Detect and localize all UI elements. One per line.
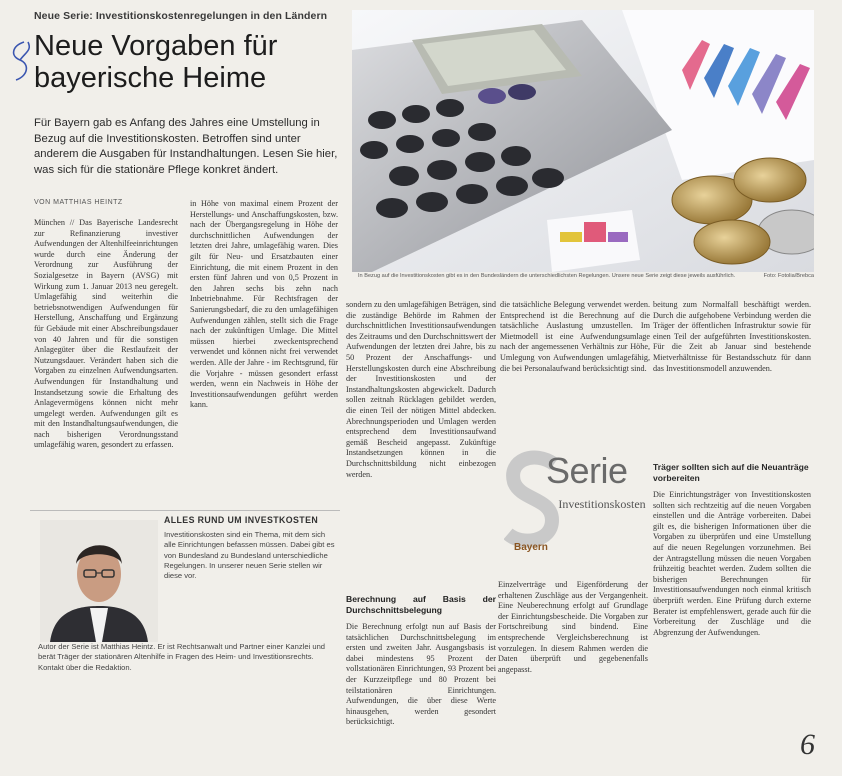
article-column-4: die tatsächliche Belegung verwendet werden. Entsprechend ist die Berechnung auf die tatsächliche Auslastung umzustellen. Im Mietmodell ist eine Aufwendungsumlage nach der angemessenen Verhältnis zur Höhe, Umlegung von Aufwendungen umlagefähig, die bei Personalaufwand berücksichtigt sind.	[500, 300, 650, 373]
article-subsection	[346, 594, 496, 764]
series-region-tag: Bayern	[514, 542, 548, 553]
lead-paragraph: Für Bayern gab es Anfang des Jahres eine Umstellung in Bezug auf die Investitionskosten. Betroffen sind unter anderem die Ausgaben für Instandhaltungen. Lesen Sie hier, was sich für die stationäre Pflege konkret ändert.	[34, 117, 338, 176]
subheading-durchschnittsbelegung: Berechnung auf Basis der Durchschnittsbelegung	[346, 594, 496, 615]
article-column-6: Einzelverträge und Eigenförderung der erhaltenen Zuschläge aus der Vergangenheit. Eine Neuberechnung erfolgt auf Grundlage der Einrichtungsbescheide. Die Vorgaben zur Fortschreibung sind bindend. Eine entsprechende Vergleichsberechnung ist vorzulegen. In diesem Rahmen werden die Daten überprüft und gegebenenfalls angepasst.	[498, 580, 648, 674]
photo-illustration	[352, 10, 814, 272]
headline-line-2: bayerische Heime	[34, 62, 267, 94]
portrait-illustration	[40, 520, 158, 642]
article-column-3: sondern zu den umlagefähigen Beträgen, sind die zuständige Behörde im Rahmen der durchschnittlichen Investitionsaufwendungen des Zeitraums und den Durchschnittswert der Aufwendungen der letzten drei Jahre, bis zu 50 Prozent der Anschaffungs- und Herstellungskosten durch eine Abschreibung der Investitionskosten und der Instandhaltungskosten abgewickelt. Dadurch sollen zeitnah Rücklagen gebildet werden, die einen Teil der nötigen Mittel abdecken. Abrechnungsperioden und Umlagen werden entsprechend dem Investitionsaufwand gemäß Bescheid angepasst. Zukünftige Instandsetzungen können in die Durchschnittsbildung nicht einbezogen werden.	[346, 300, 496, 479]
headline-line-1: Neue Vorgaben für	[34, 30, 278, 62]
info-box-author-text: Autor der Serie ist Matthias Heintz. Er ist Rechtsanwalt und Partner einer Kanzlei und berät Träger der stationären Altenhilfe in Fragen des Heim- und Investitionsrechts. Kontakt über die Redaktion.	[38, 642, 326, 672]
kicker: Neue Serie: Investitionskostenregelungen in den Ländern	[34, 10, 328, 22]
series-logo	[504, 450, 650, 570]
author-portrait	[40, 520, 158, 642]
subsection-text: Die Berechnung erfolgt nun auf Basis der tatsächlichen Durchschnittsbelegung im ersten und zweiten Jahr. Ausgangsbasis ist dabei mindestens 95 Prozent der vollstationären Einrichtungen, 93 Prozent bei der Kurzzeitpflege und 80 Prozent bei teilstationären Einrichtungen. Aufwendungen, die über diese Werte hinausgehen, werden gesondert berücksichtigt.	[346, 622, 496, 727]
article-column-1: München // Das Bayerische Landesrecht zur Refinanzierung investiver Aufwendungen der Altenhilfeeinrichtungen wurde durch eine Änderung der Verordnung zur Ausführung der Sozialgesetze in Bayern (AVSG) mit Wirkung zum 1. Januar 2013 neu geregelt. Umlagefähig sind weiterhin die betriebsnotwendigen Aufwendungen für Herstellung, Anschaffung und Ergänzung für Gebäude mit einer Abschreibungsdauer von 40 Jahren und für die sonstigen Anlagegüter über die Restlaufzeit der Nutzungsdauer. Verändert haben sich die Vorgaben zu einzelnen Aufwendungsarten. Aufwendungen für Instandhaltung und Instandsetzung sowie die Erhaltung des Anlagevermögens können nicht mehr umgelegt werden. Aufwendungen gilt es mit den Instandhaltungsaufwendungen, die nach bisherigen Verordnungsstand umlagefähig waren, gesondert zu erfassen.	[34, 218, 178, 450]
info-box-text: Investitionskosten sind ein Thema, mit dem sich alle Einrichtungen befassen müssen. Dabei gibt es von Bundesland zu Bundesland unterschiedliche Regelungen. In unserer neuen Serie stellen wir diese vor.	[164, 530, 335, 581]
info-box-title: ALLES RUND UM INVESTKOSTEN	[164, 515, 319, 525]
headline	[34, 30, 344, 94]
byline: VON MATTHIAS HEINTZ	[34, 199, 123, 206]
calculator-photo	[352, 10, 814, 272]
series-subtitle: Investitionskosten	[558, 497, 646, 511]
handwritten-mark	[6, 38, 34, 84]
photo-caption	[358, 273, 814, 281]
subheading-neuantraege: Träger sollten sich auf die Neuanträge vorbereiten	[653, 462, 809, 483]
photo-credit: Foto: Fotolia/Brebca	[763, 273, 814, 279]
page-number: 6	[800, 728, 815, 761]
series-word: Serie	[546, 450, 628, 491]
caption-text: In Bezug auf die Investitionskosten gibt es in den Bundesländern die unterschiedlichsten Regelungen. Unsere neue Serie zeigt diese jeweils ausführlich.	[358, 273, 736, 279]
article-column-5: beitung zum Normalfall beschäftigt werden. Durch die aufgehobene Verbindung werden die Träger der öffentlichen Infrastruktur sowie für einen Teil der aufgeführten Investitionskosten. Für die Zeit ab Januar sind bestehende Mietverhältnisse für Bestandsschutz für dann das Investitionsmodell anzuwenden.	[653, 300, 811, 373]
article-column-2: in Höhe von maximal einem Prozent der Herstellungs- und Anschaffungskosten, bzw. nach der Übergangsregelung in Höhe der durchschnittlichen Aufwendungen der letzten drei Jahre, umlagefähig waren. Dies gilt für Neu- und Ersatzbauten einer Einrichtung, die mit einem Prozent in den ersten fünf Jahren und von 0,5 Prozent in den Jahren sechs bis zehn nach Inbetriebnahme. Für Rechtsfragen der Sanierungsbedarf, die zu den umlagefähigen Aufwendungen zählen, stellt sich die Frage nach der zukünftigen Umlage. Die Mittel müssen hierbei zweckentsprechend verwendet und können nicht frei verwendet werden. Alle der Jahre - im Rechtsgrund, für die Vorjahre - müssen gesondert erfasst werden, wenn ein Nachweis in Höhe der Investitionsaufwendungen geführt werden kann.	[190, 199, 338, 410]
article-column-7: Die Einrichtungsträger von Investitionskosten sollten sich rechtzeitig auf die neuen Vorgaben einstellen und die Anträge vorbereiten. Dabei gilt es, die bisherigen Informationen über die Vorgaben zu überprüfen und eine Umstellung auf die neuen Regelungen vorzunehmen. Bei der Antragstellung müssen die neuen Vorgaben frühzeitig beachtet werden. Zudem sollten die bisherigen Berechnungen für Investitionsaufwendungen noch einmal kritisch überprüft werden. Eine Prüfung durch externe Berater ist empfehlenswert, gerade auch für die Vorbereitung der Zuschläge und die Abgrenzung der Aufwendungen.	[653, 490, 811, 637]
